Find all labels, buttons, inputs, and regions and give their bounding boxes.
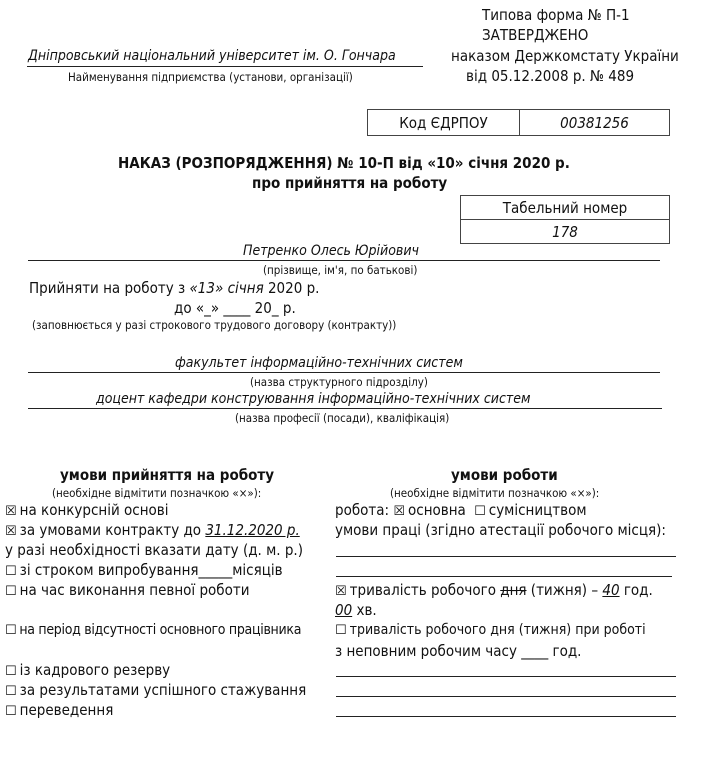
edrpou-label: Код ЄДРПОУ	[368, 110, 520, 135]
hiring-option-specific-work[interactable]: ☐ на час виконання певної роботи	[5, 581, 250, 599]
position-caption: (назва професії (посади), кваліфікація)	[235, 411, 450, 425]
order-title: НАКАЗ (РОЗПОРЯДЖЕННЯ) № 10-П від «10» січня 2020 р.	[118, 154, 570, 172]
checkbox-checked-icon[interactable]: ☒	[335, 584, 347, 599]
approved-by: наказом Держкомстату України	[451, 47, 679, 65]
hiring-option-probation[interactable]: ☐ зі строком випробування_____місяців	[5, 561, 283, 579]
hiring-conditions-hint: (необхідне відмітити позначкою «×»):	[52, 486, 262, 500]
hire-date-line	[29, 279, 319, 297]
hours-value: 40	[602, 581, 620, 599]
struck-word: дня	[500, 581, 527, 599]
hiring-option-absence[interactable]: ☐ на період відсутності основного працівника	[5, 622, 302, 638]
organization-underline	[27, 66, 423, 67]
full-name-caption: (прізвище, ім'я, по батькові)	[263, 263, 418, 277]
hire-year: 2020 р.	[263, 279, 320, 297]
work-type-label: робота:	[335, 501, 394, 519]
part-time-hours: з неповним робочим часу ____ год.	[335, 642, 582, 660]
hiring-conditions-title: умови прийняття на роботу	[60, 466, 275, 484]
work-conditions-hint: (необхідне відмітити позначкою «×»):	[390, 486, 600, 500]
checkbox-empty-icon[interactable]: ☐	[5, 623, 17, 638]
checkbox-empty-icon[interactable]: ☐	[474, 504, 486, 519]
checkbox-empty-icon[interactable]: ☐	[335, 623, 347, 638]
full-name-underline	[28, 260, 660, 261]
form-type: Типова форма № П-1	[482, 6, 630, 24]
position-underline	[28, 408, 662, 409]
checkbox-empty-icon[interactable]: ☐	[5, 564, 17, 579]
personnel-number-label: Табельний номер	[461, 196, 669, 220]
order-subtitle: про прийняття на роботу	[252, 174, 448, 192]
department-underline	[28, 372, 660, 373]
work-conditions-title: умови роботи	[451, 466, 558, 484]
edrpou-box	[367, 109, 670, 136]
position-name: доцент кафедри конструювання інформаційно-технічних систем	[96, 391, 531, 407]
personnel-number-box	[460, 195, 670, 244]
extra-line-3[interactable]	[336, 716, 676, 717]
checkbox-empty-icon[interactable]: ☐	[5, 704, 17, 719]
edrpou-value: 00381256	[560, 113, 629, 132]
labor-conditions-line-1[interactable]	[336, 556, 676, 557]
hiring-option-reserve[interactable]: ☐ із кадрового резерву	[5, 661, 171, 679]
extra-line-1[interactable]	[336, 676, 676, 677]
work-type-combined: сумісництвом	[488, 501, 587, 519]
hire-day: «13» січня	[189, 279, 264, 297]
organization-caption: Найменування підприємства (установи, організації)	[68, 70, 353, 84]
department-caption: (назва структурного підрозділу)	[250, 375, 428, 389]
checkbox-checked-icon[interactable]: ☒	[5, 524, 17, 539]
contract-end-date: 31.12.2020 р.	[205, 521, 300, 539]
personnel-number-value: 178	[552, 222, 578, 241]
approved-label: ЗАТВЕРДЖЕНО	[482, 26, 589, 44]
work-duration-row[interactable]: ☒ тривалість робочого дня (тижня) – 40 год.	[335, 581, 653, 599]
checkbox-empty-icon[interactable]: ☐	[5, 664, 17, 679]
work-type-row	[335, 501, 587, 519]
work-duration-minutes: 00 хв.	[335, 601, 377, 619]
checkbox-checked-icon[interactable]: ☒	[393, 504, 406, 519]
minutes-value: 00	[335, 601, 353, 619]
hiring-option-internship[interactable]: ☐ за результатами успішного стажування	[5, 681, 307, 699]
labor-conditions-label: умови праці (згідно атестації робочого місця):	[335, 521, 666, 539]
until-date-line: до «_» ____ 20_ р.	[174, 299, 296, 317]
checkbox-empty-icon[interactable]: ☐	[5, 584, 17, 599]
approved-date: від 05.12.2008 р. № 489	[466, 67, 635, 85]
hire-prefix: Прийняти на роботу з	[29, 279, 190, 297]
employee-full-name: Петренко Олесь Юрійович	[243, 243, 419, 259]
department-name: факультет інформаційно-технічних систем	[175, 355, 463, 371]
hiring-option-contract[interactable]: ☒ за умовами контракту до 31.12.2020 р.	[5, 521, 300, 539]
extra-line-2[interactable]	[336, 696, 676, 697]
hiring-option-competitive[interactable]: ☒ на конкурсній основі	[5, 501, 169, 519]
date-note: у разі необхідності вказати дату (д. м. р.)	[5, 541, 303, 559]
hiring-option-transfer[interactable]: ☐ переведення	[5, 701, 114, 719]
work-type-main: основна	[408, 501, 466, 519]
until-caption: (заповнюється у разі строкового трудового договору (контракту))	[32, 318, 397, 332]
part-time-row[interactable]: ☐ тривалість робочого дня (тижня) при роботі	[335, 622, 646, 638]
checkbox-empty-icon[interactable]: ☐	[5, 684, 17, 699]
organization-name: Дніпровський національний університет ім. О. Гончара	[28, 48, 396, 64]
labor-conditions-line-2[interactable]	[336, 576, 672, 577]
checkbox-checked-icon[interactable]: ☒	[5, 504, 17, 519]
